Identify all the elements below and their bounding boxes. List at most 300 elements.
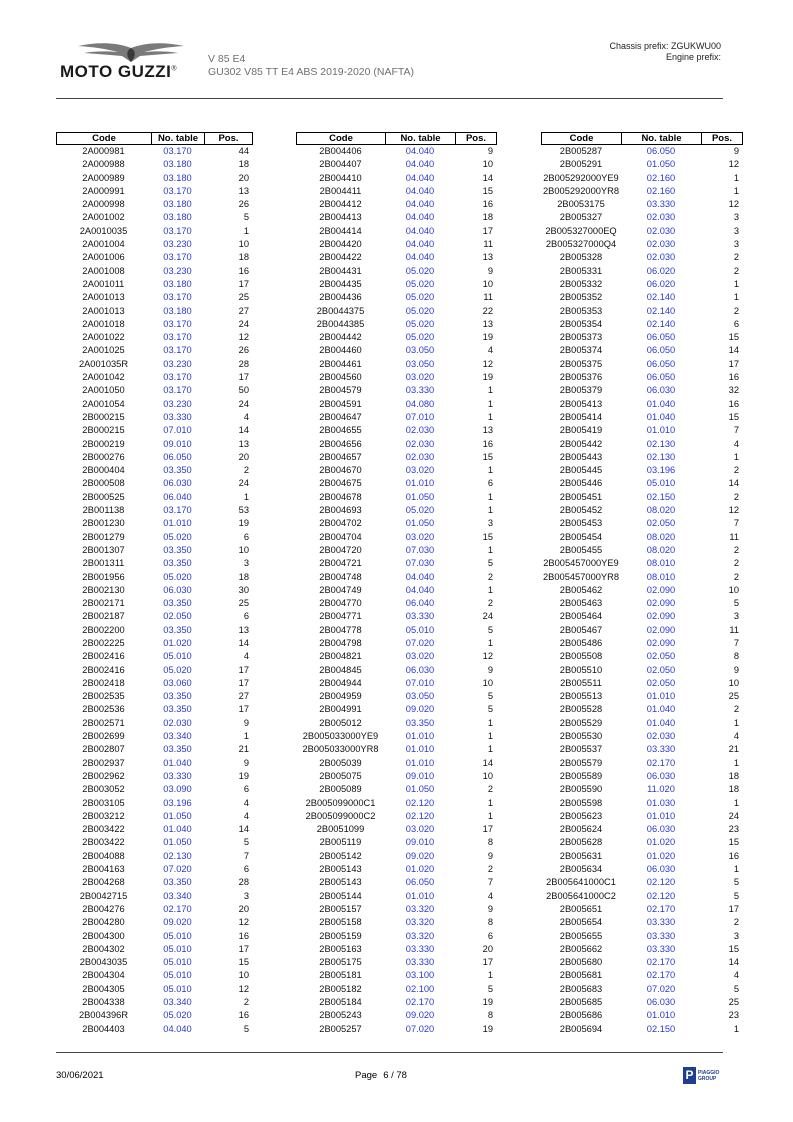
- table-row: [541, 810, 743, 823]
- table-row: [296, 398, 497, 411]
- pos-cell: 19: [482, 1023, 493, 1034]
- no-table-cell: 05.020: [163, 664, 192, 675]
- table-row: [56, 823, 253, 836]
- no-table-cell: 07.020: [405, 637, 435, 648]
- code-cell: 2A001035R: [78, 358, 129, 369]
- code-cell: 2B005681: [559, 970, 603, 981]
- table-row: [296, 318, 497, 331]
- table-row: [296, 770, 497, 783]
- no-table-cell: 02.140: [646, 318, 676, 329]
- no-table-cell: 02.140: [646, 305, 676, 316]
- pos-cell: 4: [243, 797, 249, 808]
- code-cell: 2B004657: [319, 451, 362, 462]
- table-row: [296, 983, 497, 996]
- pos-cell: 1: [733, 292, 739, 303]
- table-row: [56, 225, 253, 238]
- table-row: [56, 531, 253, 544]
- code-cell: 2B004702: [319, 518, 362, 529]
- code-cell: 2B001230: [82, 518, 125, 529]
- pos-cell: 2: [487, 598, 493, 609]
- no-table-cell: 03.350: [163, 691, 192, 702]
- code-cell: 2B005513: [559, 691, 603, 702]
- pos-cell: 9: [733, 146, 739, 156]
- no-table-cell: 01.010: [646, 425, 676, 436]
- pos-cell: 4: [487, 345, 493, 356]
- table-row: [541, 757, 743, 770]
- no-table-cell: 02.170: [163, 903, 192, 914]
- no-table-cell: 08.020: [646, 505, 676, 516]
- code-cell: 2B004821: [319, 651, 362, 662]
- table-row: [541, 1009, 743, 1022]
- page-number: 6 / 78: [383, 1070, 407, 1081]
- no-table-cell: 03.320: [405, 917, 435, 928]
- code-cell: 2B001311: [82, 558, 125, 569]
- pos-cell: 2: [487, 864, 493, 875]
- pos-cell: 13: [238, 438, 249, 449]
- table-row: [541, 717, 743, 730]
- code-cell: 2B005012: [319, 717, 362, 728]
- code-cell: 2B005332: [559, 278, 603, 289]
- code-cell: 2A001002: [82, 212, 125, 223]
- no-table-cell: 02.090: [646, 637, 676, 648]
- pos-cell: 11: [729, 531, 739, 542]
- table-row: [541, 797, 743, 810]
- no-table-cell: 03.350: [163, 544, 192, 555]
- code-cell: 2B005163: [319, 943, 362, 954]
- pos-cell: 1: [487, 491, 493, 502]
- table-row: [296, 557, 497, 570]
- no-table-cell: 07.010: [405, 677, 435, 688]
- table-row: [56, 876, 253, 889]
- code-cell: 2B004403: [82, 1023, 125, 1034]
- table-row: [541, 278, 743, 291]
- no-table-cell: 02.170: [646, 757, 676, 768]
- pos-cell: 1: [487, 505, 493, 516]
- table-row: [541, 610, 743, 623]
- code-cell: 2B005624: [559, 824, 603, 835]
- table-row: [56, 996, 253, 1009]
- no-table-cell: 02.030: [646, 731, 676, 742]
- pos-cell: 16: [728, 398, 739, 409]
- code-cell: 2B002937: [82, 757, 125, 768]
- pos-cell: 24: [238, 478, 249, 489]
- code-cell: 2B005685: [559, 997, 603, 1007]
- no-table-cell: 04.080: [405, 398, 435, 409]
- pos-cell: 12: [728, 199, 739, 210]
- table-row: [541, 730, 743, 743]
- pos-cell: 9: [487, 265, 493, 276]
- pos-cell: 12: [238, 917, 249, 928]
- code-cell: 2A001018: [82, 318, 125, 329]
- no-table-cell: 03.330: [646, 744, 676, 755]
- pos-cell: 15: [238, 957, 249, 968]
- no-table-cell: 03.180: [163, 278, 192, 289]
- code-cell: 2B005142: [319, 850, 362, 861]
- table-row: [56, 238, 253, 251]
- code-cell: 2A000989: [82, 172, 125, 183]
- table-row: [541, 211, 743, 224]
- code-cell: 2B001279: [82, 531, 125, 542]
- table-row: [541, 876, 743, 889]
- table-row: [541, 571, 743, 584]
- table-row: [56, 1009, 253, 1022]
- no-table-cell: 03.320: [405, 903, 435, 914]
- pos-cell: 6: [733, 318, 739, 329]
- code-cell: 2B005419: [559, 425, 603, 436]
- pos-cell: 2: [487, 784, 493, 795]
- no-table-cell: 09.010: [405, 770, 435, 781]
- no-table-cell: 03.340: [163, 997, 192, 1007]
- no-table-cell: 02.090: [646, 598, 676, 609]
- table-row: [56, 850, 253, 863]
- pos-cell: 9: [487, 664, 493, 675]
- no-table-cell: 04.040: [405, 239, 435, 250]
- no-table-cell: 03.230: [163, 239, 192, 250]
- pos-cell: 5: [487, 983, 493, 994]
- table-row: [541, 890, 743, 903]
- table-row: [541, 185, 743, 198]
- code-cell: 2B002200: [82, 624, 125, 635]
- pos-cell: 4: [243, 810, 249, 821]
- pos-cell: 10: [482, 770, 493, 781]
- no-table-cell: 06.030: [646, 385, 676, 396]
- pos-cell: 1: [487, 398, 493, 409]
- no-table-cell: 05.010: [163, 930, 192, 941]
- no-table-cell: 03.170: [163, 505, 192, 516]
- no-table-cell: 07.020: [405, 1023, 435, 1034]
- no-table-cell: 02.130: [646, 451, 676, 462]
- table-row: [296, 291, 497, 304]
- pos-cell: 28: [238, 877, 249, 888]
- no-table-cell: 06.050: [163, 451, 192, 462]
- table-row: [56, 597, 253, 610]
- no-table-cell: 05.010: [163, 651, 192, 662]
- code-cell: 2B004704: [319, 531, 362, 542]
- pos-cell: 1: [487, 584, 493, 595]
- code-cell: 2B005662: [559, 943, 603, 954]
- table-row: [56, 145, 253, 158]
- table-row: [56, 916, 253, 929]
- code-cell: 2B004414: [319, 225, 362, 236]
- code-cell: 2B005655: [559, 930, 603, 941]
- code-cell: 2B004422: [319, 252, 362, 263]
- table-row: [296, 1023, 497, 1036]
- code-cell: 2B005454: [559, 531, 603, 542]
- no-table-cell: 03.196: [646, 465, 676, 476]
- table-row: [56, 943, 253, 956]
- code-cell: 2B0051099: [316, 824, 365, 835]
- code-cell: 2B004678: [319, 491, 362, 502]
- code-cell: 2B005354: [559, 318, 603, 329]
- no-table-cell: 05.020: [405, 505, 435, 516]
- no-table-cell: 04.040: [405, 172, 435, 183]
- pos-cell: 2: [733, 252, 739, 263]
- pos-cell: 9: [487, 146, 493, 156]
- table-body: [296, 145, 497, 1036]
- code-cell: 2B005528: [559, 704, 603, 715]
- table-row: [56, 358, 253, 371]
- no-table-cell: 02.120: [646, 890, 676, 901]
- code-cell: 2B005651: [559, 903, 603, 914]
- table-row: [541, 291, 743, 304]
- brand-name: MOTO GUZZI: [60, 62, 172, 81]
- table-row: [541, 531, 743, 544]
- code-cell: 2B004276: [82, 903, 125, 914]
- no-table-cell: 09.020: [405, 704, 435, 715]
- table-row: [296, 491, 497, 504]
- code-cell: 2A000981: [82, 146, 125, 156]
- no-table-cell: 09.010: [163, 438, 192, 449]
- table-body: [541, 145, 743, 1036]
- pos-cell: 15: [728, 411, 739, 422]
- no-table-cell: 03.330: [405, 943, 435, 954]
- table-row: [541, 983, 743, 996]
- pos-cell: 3: [733, 611, 739, 622]
- pos-cell: 4: [243, 651, 249, 662]
- pos-cell: 11: [729, 624, 739, 635]
- pos-cell: 19: [238, 770, 249, 781]
- no-table-cell: 04.040: [405, 584, 435, 595]
- pos-cell: 11: [483, 292, 493, 303]
- table-row: [541, 384, 743, 397]
- code-cell: 2B004406: [319, 146, 362, 156]
- code-cell: 2B005243: [319, 1010, 362, 1021]
- table-row: [56, 371, 253, 384]
- code-cell: 2B005654: [559, 917, 603, 928]
- code-cell: 2B004560: [319, 372, 362, 383]
- pos-cell: 18: [238, 159, 249, 170]
- table-row: [296, 943, 497, 956]
- pos-cell: 14: [728, 478, 739, 489]
- code-cell: 2B005352: [559, 292, 603, 303]
- no-table-cell: 01.040: [646, 717, 676, 728]
- no-table-cell: 02.160: [646, 185, 676, 196]
- no-table-cell: 01.050: [163, 837, 192, 848]
- no-table-cell: 06.040: [405, 598, 435, 609]
- model-info: [208, 53, 414, 79]
- pos-cell: 4: [733, 970, 739, 981]
- table-row: [56, 504, 253, 517]
- table-row: [56, 517, 253, 530]
- table-row: [541, 491, 743, 504]
- table-row: [296, 810, 497, 823]
- pos-cell: 12: [728, 505, 739, 516]
- no-table-cell: 01.010: [405, 757, 435, 768]
- pos-cell: 1: [733, 172, 739, 183]
- table-row: [296, 211, 497, 224]
- table-row: [541, 624, 743, 637]
- table-row: [541, 943, 743, 956]
- no-table-cell: 05.010: [163, 943, 192, 954]
- no-table-cell: 02.100: [405, 983, 435, 994]
- table-row: [56, 544, 253, 557]
- table-row: [541, 172, 743, 185]
- code-cell: 2B005686: [559, 1010, 603, 1021]
- code-cell: 2B005442: [559, 438, 603, 449]
- table-row: [56, 983, 253, 996]
- table-row: [296, 650, 497, 663]
- no-table-cell: 02.050: [646, 664, 676, 675]
- code-cell: 2B002418: [82, 677, 125, 688]
- no-table-cell: 09.020: [405, 1010, 435, 1021]
- no-table-cell: 04.040: [405, 185, 435, 196]
- pos-cell: 13: [482, 425, 493, 436]
- pos-cell: 2: [733, 917, 739, 928]
- table-row: [541, 996, 743, 1009]
- no-table-cell: 02.170: [646, 903, 676, 914]
- table-row: [56, 783, 253, 796]
- code-cell: 2B004280: [82, 917, 125, 928]
- code-cell: 2B003422: [82, 824, 125, 835]
- code-cell: 2B005143: [319, 877, 362, 888]
- pos-cell: 10: [728, 677, 739, 688]
- pos-cell: 12: [728, 159, 739, 170]
- code-cell: 2B000276: [82, 451, 125, 462]
- pos-cell: 3: [733, 212, 739, 223]
- pos-cell: 9: [243, 717, 249, 728]
- code-cell: 2B005331: [559, 265, 603, 276]
- code-cell: 2B005694: [559, 1023, 603, 1034]
- table-row: [541, 331, 743, 344]
- no-table-cell: 06.040: [163, 491, 192, 502]
- table-row: [56, 890, 253, 903]
- code-cell: 2B005376: [559, 372, 603, 383]
- code-cell: 2B003422: [82, 837, 125, 848]
- table-row: [296, 145, 497, 158]
- pos-cell: 16: [238, 265, 249, 276]
- no-table-cell: 06.050: [646, 345, 676, 356]
- table-header: [56, 132, 253, 145]
- code-cell: 2B005143: [319, 864, 362, 875]
- table-row: [56, 810, 253, 823]
- code-cell: 2B002416: [82, 651, 125, 662]
- no-table-cell: 05.020: [405, 278, 435, 289]
- pos-cell: 17: [482, 225, 493, 236]
- pos-cell: 1: [243, 491, 249, 502]
- pos-cell: 4: [487, 890, 493, 901]
- code-cell: 2B005453: [559, 518, 603, 529]
- pos-cell: 1: [487, 970, 493, 981]
- table-row: [541, 1023, 743, 1036]
- no-table-cell: 01.020: [163, 637, 192, 648]
- code-cell: 2B005641000C2: [546, 890, 616, 901]
- piaggio-text: [698, 1070, 719, 1082]
- pos-cell: 17: [482, 824, 493, 835]
- code-cell: 2B002225: [82, 637, 125, 648]
- table-row: [541, 145, 743, 158]
- pos-cell: 16: [238, 1010, 249, 1021]
- code-cell: 2B005463: [559, 598, 603, 609]
- table-row: [541, 903, 743, 916]
- pos-cell: 5: [487, 624, 493, 635]
- code-cell: 2B004591: [319, 398, 362, 409]
- table-row: [56, 717, 253, 730]
- table-row: [56, 185, 253, 198]
- no-table-cell: 01.010: [405, 890, 435, 901]
- pos-cell: 1: [243, 225, 249, 236]
- pos-cell: 6: [243, 531, 249, 542]
- code-cell: 2B004411: [319, 185, 362, 196]
- pos-cell: 17: [238, 664, 249, 675]
- no-table-cell: 03.180: [163, 159, 192, 170]
- table-row: [541, 344, 743, 357]
- table-row: [56, 610, 253, 623]
- pos-cell: 5: [487, 691, 493, 702]
- table-row: [541, 956, 743, 969]
- code-cell: 2B002807: [82, 744, 125, 755]
- no-table-cell: 05.020: [405, 318, 435, 329]
- header-divider: [56, 98, 723, 99]
- pos-cell: 26: [238, 199, 249, 210]
- table-row: [296, 571, 497, 584]
- footer-divider: [56, 1052, 723, 1053]
- code-cell: 2B005455: [559, 544, 603, 555]
- footer-date: 30/06/2021: [56, 1070, 104, 1081]
- table-row: [296, 823, 497, 836]
- no-table-cell: 03.170: [163, 385, 192, 396]
- table-row: [56, 863, 253, 876]
- no-table-cell: 01.050: [405, 491, 435, 502]
- no-table-cell: 08.020: [646, 544, 676, 555]
- pos-cell: 13: [482, 252, 493, 263]
- table-row: [296, 969, 497, 982]
- code-cell: 2B004656: [319, 438, 362, 449]
- no-table-cell: 03.340: [163, 890, 192, 901]
- chassis-prefix: Chassis prefix: ZGUKWU00: [609, 41, 721, 51]
- code-cell: 2B004579: [319, 385, 362, 396]
- table-row: [296, 624, 497, 637]
- pos-cell: 4: [733, 438, 739, 449]
- no-table-cell: 02.150: [646, 1023, 676, 1034]
- pos-cell: 8: [487, 837, 493, 848]
- pos-cell: 14: [238, 637, 249, 648]
- no-table-cell: 04.040: [405, 225, 435, 236]
- table-row: [296, 836, 497, 849]
- table-row: [296, 225, 497, 238]
- table-row: [541, 690, 743, 703]
- no-table-cell: 01.010: [646, 810, 676, 821]
- code-cell: 2B004647: [319, 411, 362, 422]
- pos-cell: 14: [482, 172, 493, 183]
- code-cell: 2B005144: [319, 890, 362, 901]
- no-table-cell: 04.040: [405, 199, 435, 210]
- no-table-cell: 03.330: [646, 199, 676, 210]
- no-table-cell: 04.040: [405, 252, 435, 263]
- no-table-cell: 02.030: [163, 717, 192, 728]
- pos-cell: 13: [238, 624, 249, 635]
- table-row: [296, 677, 497, 690]
- no-table-cell: 03.170: [163, 252, 192, 263]
- pos-cell: 20: [238, 451, 249, 462]
- pos-cell: 17: [238, 943, 249, 954]
- code-cell: 2B002962: [82, 770, 125, 781]
- no-table-cell: 03.020: [405, 372, 435, 383]
- pos-cell: 8: [733, 651, 739, 662]
- no-table-cell: 02.120: [405, 810, 435, 821]
- no-table-cell: 03.170: [163, 332, 192, 343]
- code-cell: 2B005039: [319, 757, 362, 768]
- pos-cell: 9: [243, 757, 249, 768]
- code-cell: 2B0043035: [79, 957, 128, 968]
- table-row: [541, 544, 743, 557]
- code-cell: 2B005683: [559, 983, 603, 994]
- table-row: [56, 158, 253, 171]
- pos-cell: 14: [238, 425, 249, 436]
- no-table-cell: 03.350: [163, 624, 192, 635]
- pos-cell: 17: [238, 372, 249, 383]
- no-table-cell: 03.330: [405, 611, 435, 622]
- code-cell: 2B004944: [319, 677, 362, 688]
